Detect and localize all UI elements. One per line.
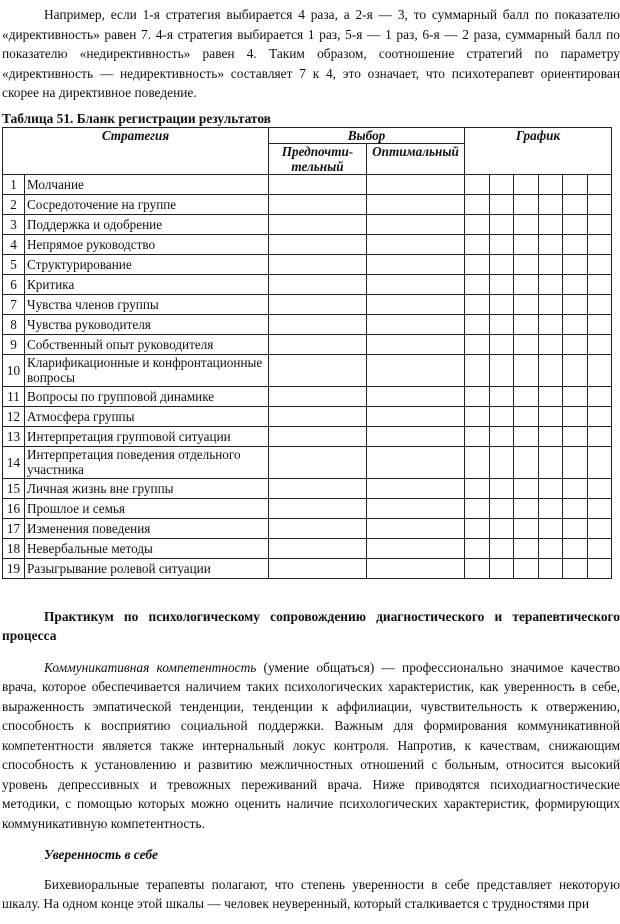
table-row <box>3 386 612 406</box>
preferred-cell[interactable] <box>269 538 367 558</box>
intro-text: Например, если 1-я стратегия выбирается 4 раза, а 2-я — 3, то суммарный балл по показателю «директивность» равен 7. 4-я стратегия выбирается 1 раз, 5-я — 1 раз, 6-я — 2 раза, суммарный балл по показателю «недирективность» равен 4. Таким образом, соотношение стратегий по параметру «директивность — недирективность» составляет 7 к 4, это означает, что психотерапевт ориентирован скорее на директивное поведение. <box>2 7 620 100</box>
strategy-label: Поддержка и одобрение <box>25 214 269 234</box>
header-preferred: Предпочти-тельный <box>269 143 367 174</box>
graph-cell[interactable] <box>490 234 514 254</box>
optimal-cell[interactable] <box>367 538 465 558</box>
graph-cell[interactable] <box>588 498 612 518</box>
graph-cell[interactable] <box>563 558 588 578</box>
graph-cell[interactable] <box>588 314 612 334</box>
graph-cell[interactable] <box>514 334 539 354</box>
strategy-label: Интерпретация поведения отдельного участника <box>25 446 269 478</box>
graph-cell[interactable] <box>465 354 490 386</box>
graph-cell[interactable] <box>588 234 612 254</box>
row-number: 7 <box>3 294 25 314</box>
graph-cell[interactable] <box>588 294 612 314</box>
graph-cell[interactable] <box>490 538 514 558</box>
optimal-cell[interactable] <box>367 354 465 386</box>
strategy-label: Сосредоточение на группе <box>25 194 269 214</box>
graph-cell[interactable] <box>490 386 514 406</box>
graph-cell[interactable] <box>588 274 612 294</box>
graph-cell[interactable] <box>490 174 514 194</box>
graph-cell[interactable] <box>539 498 563 518</box>
graph-cell[interactable] <box>563 386 588 406</box>
strategy-label: Прошлое и семья <box>25 498 269 518</box>
graph-cell[interactable] <box>465 234 490 254</box>
graph-cell[interactable] <box>539 558 563 578</box>
strategy-label: Критика <box>25 274 269 294</box>
graph-cell[interactable] <box>588 254 612 274</box>
optimal-cell[interactable] <box>367 386 465 406</box>
preferred-cell[interactable] <box>269 274 367 294</box>
strategy-label: Непрямое руководство <box>25 234 269 254</box>
graph-cell[interactable] <box>514 386 539 406</box>
graph-cell[interactable] <box>465 406 490 426</box>
table-row <box>3 426 612 446</box>
graph-cell[interactable] <box>465 558 490 578</box>
table-row <box>3 446 612 478</box>
preferred-cell[interactable] <box>269 234 367 254</box>
graph-cell[interactable] <box>514 214 539 234</box>
preferred-cell[interactable] <box>269 354 367 386</box>
graph-cell[interactable] <box>539 478 563 498</box>
graph-cell[interactable] <box>490 314 514 334</box>
graph-cell[interactable] <box>465 518 490 538</box>
graph-cell[interactable] <box>539 254 563 274</box>
graph-cell[interactable] <box>465 334 490 354</box>
graph-cell[interactable] <box>563 194 588 214</box>
optimal-cell[interactable] <box>367 214 465 234</box>
graph-cell[interactable] <box>539 214 563 234</box>
row-number: 8 <box>3 314 25 334</box>
strategy-label: Собственный опыт руководителя <box>25 334 269 354</box>
preferred-cell[interactable] <box>269 314 367 334</box>
graph-cell[interactable] <box>539 386 563 406</box>
paragraph-behavioral <box>2 875 620 914</box>
graph-cell[interactable] <box>539 406 563 426</box>
intro-paragraph <box>2 5 620 103</box>
preferred-cell[interactable] <box>269 518 367 538</box>
optimal-cell[interactable] <box>367 294 465 314</box>
graph-cell[interactable] <box>490 274 514 294</box>
graph-cell[interactable] <box>588 478 612 498</box>
graph-cell[interactable] <box>514 446 539 478</box>
graph-cell[interactable] <box>465 214 490 234</box>
graph-cell[interactable] <box>588 406 612 426</box>
graph-cell[interactable] <box>514 294 539 314</box>
table-row <box>3 174 612 194</box>
graph-cell[interactable] <box>563 354 588 386</box>
subheading-self-confidence: Уверенность в себе <box>44 847 158 862</box>
graph-cell[interactable] <box>514 234 539 254</box>
optimal-cell[interactable] <box>367 254 465 274</box>
graph-cell[interactable] <box>490 194 514 214</box>
strategy-label: Вопросы по групповой динамике <box>25 386 269 406</box>
graph-cell[interactable] <box>465 314 490 334</box>
graph-cell[interactable] <box>588 194 612 214</box>
paragraph-communicative-text: (умение общаться) — профессионально значимое качество врача, которое обеспечивается наличием таких психологических характеристик, как уверенность в себе, выраженность эмпатической тенденции, тенденции к аффилиации, чувствительность к отвержению, способность к восприятию социальной поддержки. Важным для формирования коммуникативной компетентности является также интернальный локус контроля. Напротив, к качествам, снижающим способность к установлению и развитию межличностных отношений с больным, относится высокий уровень депрессивных и тревожных переживаний врача. Ниже приводятся психодиагностические методики, с помощью которых можно оценить наличие психологических характеристик, формирующих коммуникативную компетентность. <box>2 659 620 831</box>
graph-cell[interactable] <box>563 294 588 314</box>
table-row <box>3 558 612 578</box>
graph-cell[interactable] <box>514 194 539 214</box>
preferred-cell[interactable] <box>269 446 367 478</box>
strategy-label: Структурирование <box>25 254 269 274</box>
graph-cell[interactable] <box>539 446 563 478</box>
graph-cell[interactable] <box>465 478 490 498</box>
graph-cell[interactable] <box>563 174 588 194</box>
strategy-label: Невербальные методы <box>25 538 269 558</box>
optimal-cell[interactable] <box>367 274 465 294</box>
preferred-cell[interactable] <box>269 334 367 354</box>
graph-cell[interactable] <box>490 334 514 354</box>
table-caption: Таблица 51. Бланк регистрации результатов <box>2 110 271 126</box>
graph-cell[interactable] <box>514 254 539 274</box>
graph-cell[interactable] <box>514 498 539 518</box>
graph-cell[interactable] <box>514 426 539 446</box>
header-graph: График <box>465 127 612 174</box>
strategy-label: Разыгрывание ролевой ситуации <box>25 558 269 578</box>
row-number: 5 <box>3 254 25 274</box>
graph-cell[interactable] <box>514 518 539 538</box>
graph-cell[interactable] <box>588 426 612 446</box>
optimal-cell[interactable] <box>367 518 465 538</box>
table-row <box>3 294 612 314</box>
graph-cell[interactable] <box>563 254 588 274</box>
strategy-label: Чувства руководителя <box>25 314 269 334</box>
graph-cell[interactable] <box>514 174 539 194</box>
graph-cell[interactable] <box>465 254 490 274</box>
graph-cell[interactable] <box>514 538 539 558</box>
row-number: 10 <box>3 354 25 386</box>
section-title: Практикум по психологическому сопровождению диагностического и терапевтического процесса <box>2 608 620 643</box>
graph-cell[interactable] <box>563 426 588 446</box>
term-communicative-competence: Коммуникативная компетентность <box>44 659 257 675</box>
optimal-cell[interactable] <box>367 426 465 446</box>
table-row <box>3 334 612 354</box>
table-row <box>3 274 612 294</box>
table-row <box>3 538 612 558</box>
graph-cell[interactable] <box>465 194 490 214</box>
strategy-label: Молчание <box>25 174 269 194</box>
table-row <box>3 518 612 538</box>
preferred-cell[interactable] <box>269 498 367 518</box>
graph-cell[interactable] <box>539 314 563 334</box>
graph-cell[interactable] <box>588 558 612 578</box>
subheading-block <box>2 845 620 865</box>
table-row <box>3 194 612 214</box>
strategy-label: Интерпретация групповой ситуации <box>25 426 269 446</box>
optimal-cell[interactable] <box>367 446 465 478</box>
strategy-label: Кларификационные и конфронтационные вопросы <box>25 354 269 386</box>
graph-cell[interactable] <box>490 518 514 538</box>
table-row <box>3 314 612 334</box>
optimal-cell[interactable] <box>367 234 465 254</box>
graph-cell[interactable] <box>563 446 588 478</box>
optimal-cell[interactable] <box>367 174 465 194</box>
graph-cell[interactable] <box>563 334 588 354</box>
header-choice: Выбор <box>269 127 465 143</box>
preferred-cell[interactable] <box>269 478 367 498</box>
optimal-cell[interactable] <box>367 498 465 518</box>
row-number: 3 <box>3 214 25 234</box>
graph-cell[interactable] <box>465 174 490 194</box>
paragraph-behavioral-text: Бихевиоральные терапевты полагают, что степень уверенности в себе представляет некоторую шкалу. На одном конце этой шкалы — человек неуверенный, который сталкивается с трудностями при <box>2 876 620 911</box>
header-optimal: Оптимальный <box>367 143 465 174</box>
graph-cell[interactable] <box>563 214 588 234</box>
graph-cell[interactable] <box>588 334 612 354</box>
row-number: 18 <box>3 538 25 558</box>
strategy-label: Изменения поведения <box>25 518 269 538</box>
graph-cell[interactable] <box>490 254 514 274</box>
graph-cell[interactable] <box>490 354 514 386</box>
row-number: 6 <box>3 274 25 294</box>
optimal-cell[interactable] <box>367 406 465 426</box>
graph-cell[interactable] <box>588 446 612 478</box>
table-row <box>3 354 612 386</box>
results-table <box>2 127 612 579</box>
paragraph-communicative <box>2 658 620 834</box>
graph-cell[interactable] <box>563 234 588 254</box>
preferred-cell[interactable] <box>269 406 367 426</box>
graph-cell[interactable] <box>465 274 490 294</box>
preferred-cell[interactable] <box>269 294 367 314</box>
graph-cell[interactable] <box>539 234 563 254</box>
graph-cell[interactable] <box>588 354 612 386</box>
row-number: 2 <box>3 194 25 214</box>
graph-cell[interactable] <box>490 446 514 478</box>
graph-cell[interactable] <box>563 478 588 498</box>
graph-cell[interactable] <box>563 498 588 518</box>
row-number: 12 <box>3 406 25 426</box>
section-title-block <box>2 607 620 646</box>
row-number: 14 <box>3 446 25 478</box>
strategy-label: Атмосфера группы <box>25 406 269 426</box>
table-row <box>3 254 612 274</box>
preferred-cell[interactable] <box>269 174 367 194</box>
graph-cell[interactable] <box>465 426 490 446</box>
graph-cell[interactable] <box>514 478 539 498</box>
graph-cell[interactable] <box>588 386 612 406</box>
row-number: 11 <box>3 386 25 406</box>
row-number: 13 <box>3 426 25 446</box>
table-row <box>3 498 612 518</box>
preferred-cell[interactable] <box>269 194 367 214</box>
graph-cell[interactable] <box>539 518 563 538</box>
graph-cell[interactable] <box>563 314 588 334</box>
graph-cell[interactable] <box>465 294 490 314</box>
graph-cell[interactable] <box>465 538 490 558</box>
graph-cell[interactable] <box>539 294 563 314</box>
graph-cell[interactable] <box>490 294 514 314</box>
graph-cell[interactable] <box>539 538 563 558</box>
graph-cell[interactable] <box>539 426 563 446</box>
preferred-cell[interactable] <box>269 558 367 578</box>
row-number: 16 <box>3 498 25 518</box>
graph-cell[interactable] <box>514 314 539 334</box>
graph-cell[interactable] <box>490 498 514 518</box>
graph-cell[interactable] <box>588 538 612 558</box>
row-number: 15 <box>3 478 25 498</box>
optimal-cell[interactable] <box>367 194 465 214</box>
graph-cell[interactable] <box>563 406 588 426</box>
graph-cell[interactable] <box>514 558 539 578</box>
graph-cell[interactable] <box>588 214 612 234</box>
graph-cell[interactable] <box>514 274 539 294</box>
graph-cell[interactable] <box>465 446 490 478</box>
graph-cell[interactable] <box>539 334 563 354</box>
graph-cell[interactable] <box>465 386 490 406</box>
graph-cell[interactable] <box>490 558 514 578</box>
graph-cell[interactable] <box>514 406 539 426</box>
strategy-label: Чувства членов группы <box>25 294 269 314</box>
graph-cell[interactable] <box>490 214 514 234</box>
header-strategy: Стратегия <box>3 127 269 174</box>
graph-cell[interactable] <box>490 478 514 498</box>
optimal-cell[interactable] <box>367 478 465 498</box>
preferred-cell[interactable] <box>269 426 367 446</box>
graph-cell[interactable] <box>539 174 563 194</box>
graph-cell[interactable] <box>490 426 514 446</box>
table-row <box>3 406 612 426</box>
preferred-cell[interactable] <box>269 214 367 234</box>
optimal-cell[interactable] <box>367 334 465 354</box>
table-row <box>3 214 612 234</box>
table-row <box>3 234 612 254</box>
graph-cell[interactable] <box>539 194 563 214</box>
graph-cell[interactable] <box>539 274 563 294</box>
graph-cell[interactable] <box>563 274 588 294</box>
row-number: 17 <box>3 518 25 538</box>
row-number: 19 <box>3 558 25 578</box>
graph-cell[interactable] <box>588 174 612 194</box>
row-number: 4 <box>3 234 25 254</box>
optimal-cell[interactable] <box>367 558 465 578</box>
row-number: 9 <box>3 334 25 354</box>
graph-cell[interactable] <box>588 518 612 538</box>
graph-cell[interactable] <box>563 538 588 558</box>
graph-cell[interactable] <box>490 406 514 426</box>
optimal-cell[interactable] <box>367 314 465 334</box>
table-row <box>3 478 612 498</box>
preferred-cell[interactable] <box>269 386 367 406</box>
graph-cell[interactable] <box>539 354 563 386</box>
graph-cell[interactable] <box>465 498 490 518</box>
row-number: 1 <box>3 174 25 194</box>
preferred-cell[interactable] <box>269 254 367 274</box>
strategy-label: Личная жизнь вне группы <box>25 478 269 498</box>
graph-cell[interactable] <box>514 354 539 386</box>
graph-cell[interactable] <box>563 518 588 538</box>
